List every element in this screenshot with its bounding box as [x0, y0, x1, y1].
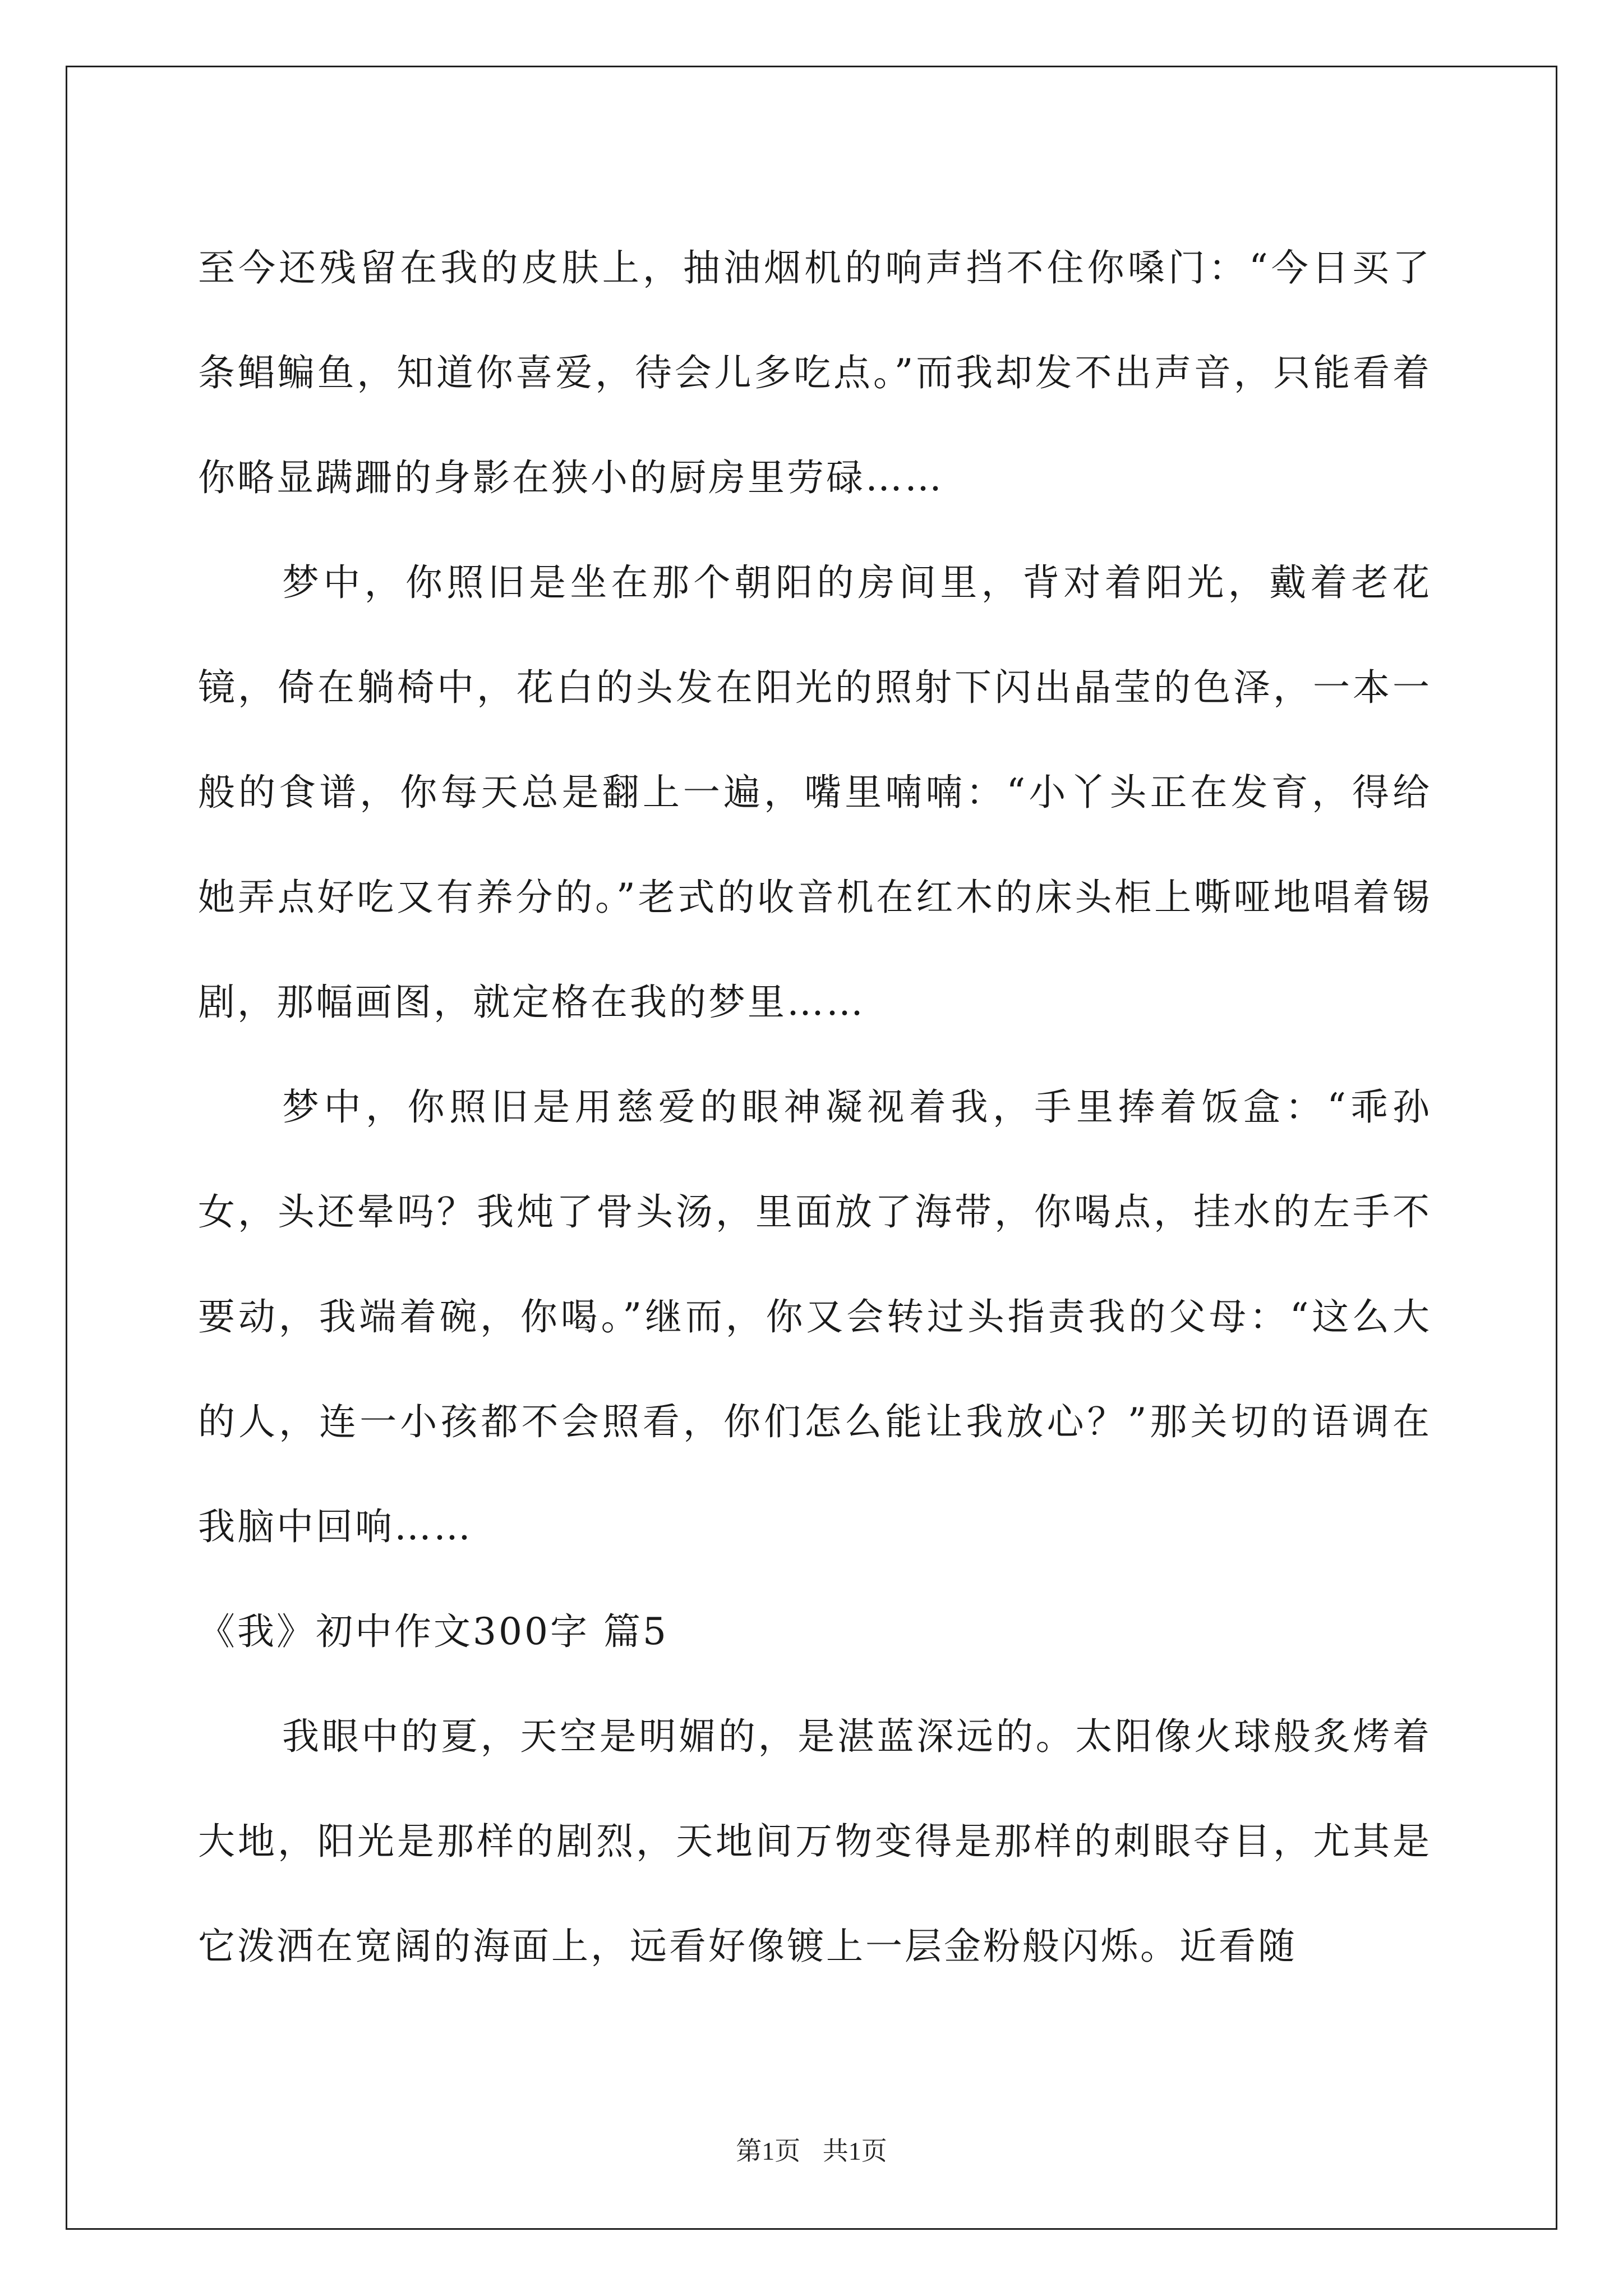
- page-footer: [0, 2131, 1623, 2168]
- paragraph-2: 梦中，你照旧是坐在那个朝阳的房间里，背对着阳光，戴着老花镜，倚在躺椅中，花白的头发在阳光的照射下闪出晶莹的色泽，一本一般的食谱，你每天总是翻上一遍，嘴里喃喃：“小丫头正在发育，得给她弄点好吃又有养分的。”老式的收音机在红木的床头柜上嘶哑地唱着锡剧，那幅画图，就定格在我的梦里……: [198, 561, 1432, 1024]
- page-total: 共1页: [822, 2137, 887, 2165]
- paragraph-1: 至今还残留在我的皮肤上，抽油烟机的响声挡不住你嗓门：“今日买了条鲳鳊鱼，知道你喜爱，待会儿多吃点。”而我却发不出声音，只能看着你略显蹒跚的身影在狭小的厨房里劳碌……: [198, 246, 1432, 499]
- page-number: 第1页: [736, 2137, 801, 2165]
- section-heading: 《我》初中作文300字 篇5: [198, 1610, 668, 1653]
- document-body: [198, 215, 1432, 1999]
- paragraph-4: 我眼中的夏，天空是明媚的，是湛蓝深远的。太阳像火球般炙烤着大地，阳光是那样的剧烈，天地间万物变得是那样的刺眼夺目，尤其是它泼洒在宽阔的海面上，远看好像镀上一层金粉般闪烁。近看随: [198, 1715, 1432, 1968]
- paragraph-3: 梦中，你照旧是用慈爱的眼神凝视着我，手里捧着饭盒：“乖孙女，头还晕吗？我炖了骨头汤，里面放了海带，你喝点，挂水的左手不要动，我端着碗，你喝。”继而，你又会转过头指责我的父母：“这么大的人，连一小孩都不会照看，你们怎么能让我放心？”那关切的语调在我脑中回响……: [198, 1085, 1432, 1548]
